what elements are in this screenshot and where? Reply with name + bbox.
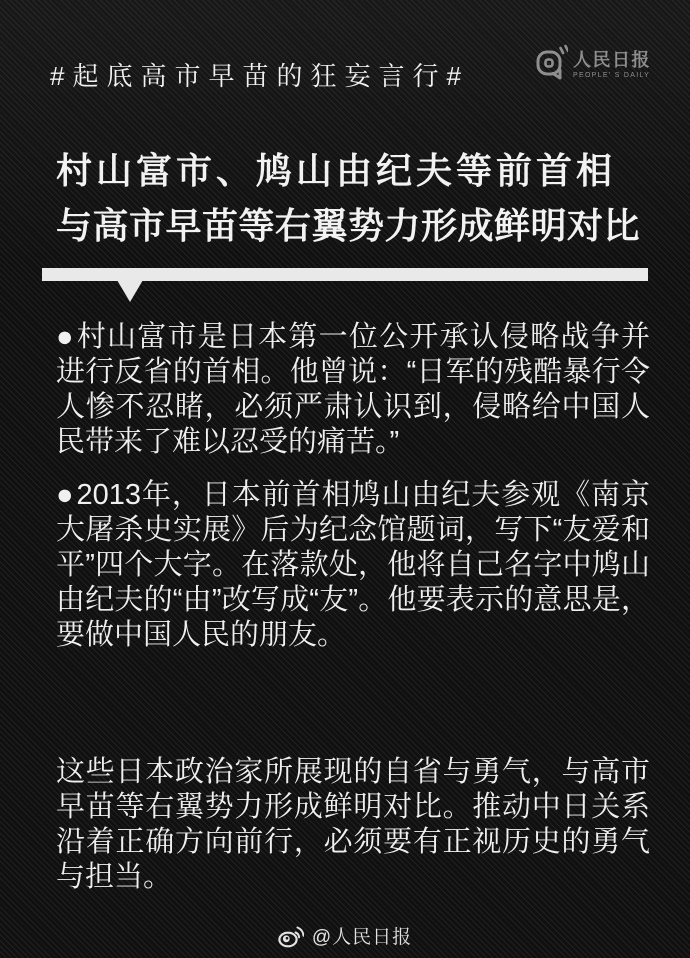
headline-line-1: 村山富市、鸠山由纪夫等前首相 <box>56 150 617 191</box>
at-broadcast-icon <box>536 44 568 84</box>
headline <box>56 143 650 253</box>
bullet-list <box>56 320 650 671</box>
bullet-text: 村山富市是日本第一位公开承认侵略战争并进行反省的首相。他曾说：“日军的残酷暴行令人惨不忍睹，必须严肃认识到，侵略给中国人民带来了难以忍受的痛苦。” <box>56 321 650 458</box>
logo-cn-name: 人民日报 <box>573 49 651 70</box>
peoples-daily-logo <box>536 44 651 84</box>
bullet-dot-icon: ● <box>56 479 75 511</box>
headline-line-2: 与高市早苗等右翼势力形成鲜明对比 <box>56 205 641 246</box>
logo-en-name: PEOPLE' S DAILY <box>573 71 651 79</box>
logo-text <box>573 50 651 79</box>
bullet-text: 2013年，日本前首相鸠山由纪夫参观《南京大屠杀史实展》后为纪念馆题词，写下“友爱和平”四个大字。在落款处，他将自己名字中鸠山由纪夫的“由”改写成“友”。他要表示的意思是，要做中国人民的朋友。 <box>56 479 650 651</box>
bullet-dot-icon: ● <box>56 321 75 353</box>
bullet-item-murayama <box>56 320 650 460</box>
topic-hashtag: #起底高市早苗的狂妄言行# <box>50 61 469 91</box>
bullet-item-hatoyama <box>56 478 650 653</box>
divider-down-arrow <box>117 280 143 302</box>
footer <box>0 922 690 949</box>
weibo-handle: @人民日报 <box>311 927 413 948</box>
weibo-icon <box>278 924 304 948</box>
conclusion-paragraph: 这些日本政治家所展现的自省与勇气，与高市早苗等右翼势力形成鲜明对比。推动中日关系沿着正确方向前行，必须要有正视历史的勇气与担当。 <box>56 756 650 893</box>
